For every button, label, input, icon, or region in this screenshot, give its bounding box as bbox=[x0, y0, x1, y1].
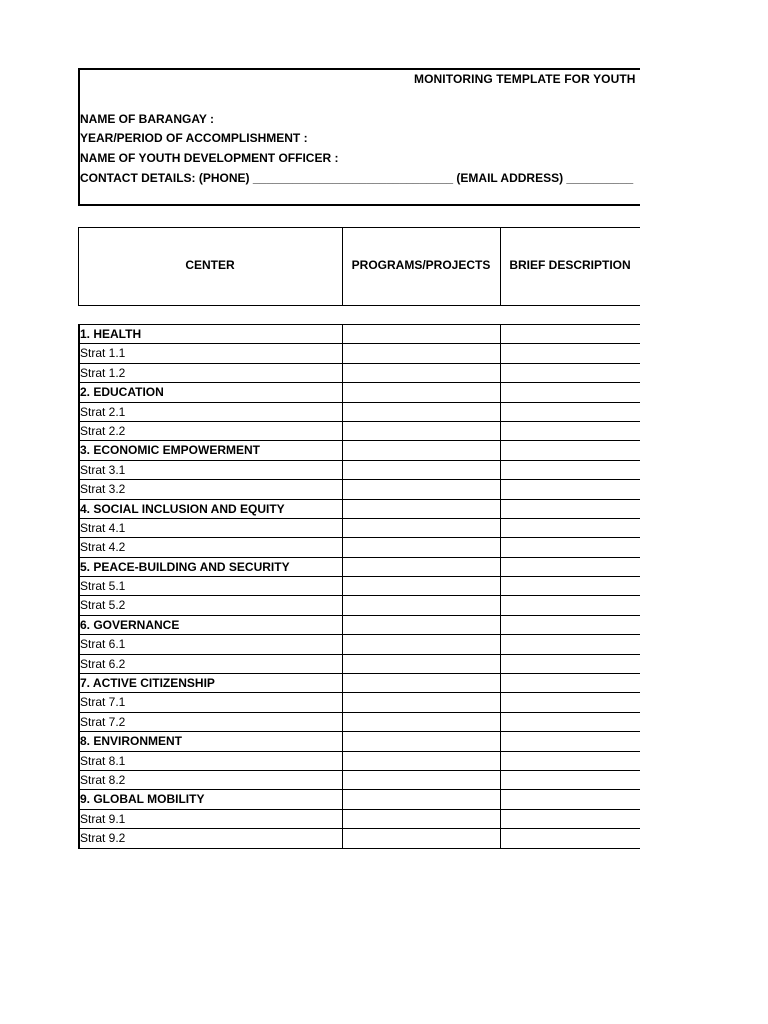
table-row bbox=[78, 558, 640, 577]
officer-label: NAME OF YOUTH DEVELOPMENT OFFICER : bbox=[80, 151, 339, 165]
table-row bbox=[78, 655, 640, 674]
center-heading: 1. HEALTH bbox=[80, 327, 142, 341]
table-row bbox=[78, 713, 640, 732]
table-row bbox=[78, 790, 640, 809]
center-heading: 3. ECONOMIC EMPOWERMENT bbox=[80, 443, 261, 458]
table-row bbox=[78, 829, 640, 848]
strategy-label: Strat 5.1 bbox=[80, 579, 126, 594]
table-row bbox=[78, 752, 640, 771]
strategy-label: Strat 7.1 bbox=[80, 695, 126, 710]
strategy-label: Strat 6.1 bbox=[80, 637, 126, 652]
column-divider bbox=[342, 227, 343, 306]
center-heading: 2. EDUCATION bbox=[80, 385, 164, 400]
column-divider bbox=[500, 324, 501, 849]
spreadsheet-sheet bbox=[78, 0, 640, 1024]
table-row bbox=[78, 344, 640, 363]
center-heading: 9. GLOBAL MOBILITY bbox=[80, 792, 205, 807]
table-row bbox=[78, 325, 640, 344]
table-row bbox=[78, 635, 640, 654]
table-row bbox=[78, 577, 640, 596]
barangay-label: NAME OF BARANGAY : bbox=[80, 112, 215, 126]
center-heading: 7. ACTIVE CITIZENSHIP bbox=[80, 676, 215, 691]
table-row bbox=[78, 732, 640, 751]
table-row bbox=[78, 364, 640, 383]
table-row bbox=[78, 771, 640, 790]
strategy-label: Strat 7.2 bbox=[80, 714, 126, 729]
column-header-center: CENTER bbox=[185, 258, 235, 272]
strategy-label: Strat 8.2 bbox=[80, 772, 126, 787]
strategy-label: Strat 5.2 bbox=[80, 598, 126, 613]
center-table-body bbox=[78, 324, 640, 849]
table-row bbox=[78, 441, 640, 460]
table-row bbox=[78, 461, 640, 480]
center-heading: 4. SOCIAL INCLUSION AND EQUITY bbox=[80, 501, 285, 516]
table-row bbox=[78, 422, 640, 441]
column-header-description: BRIEF DESCRIPTION bbox=[509, 258, 631, 272]
table-row bbox=[78, 403, 640, 422]
table-row bbox=[78, 674, 640, 693]
column-divider bbox=[500, 227, 501, 306]
strategy-label: Strat 1.1 bbox=[80, 346, 126, 361]
table-row bbox=[78, 810, 640, 829]
table-row bbox=[78, 519, 640, 538]
column-divider bbox=[342, 324, 343, 849]
strategy-label: Strat 3.1 bbox=[80, 462, 126, 477]
strategy-label: Strat 6.2 bbox=[80, 656, 126, 671]
table-row bbox=[78, 480, 640, 499]
strategy-label: Strat 9.2 bbox=[80, 831, 126, 846]
strategy-label: Strat 8.1 bbox=[80, 753, 126, 768]
contact-details-label: CONTACT DETAILS: (PHONE) ______________________________ (EMAIL ADDRESS) __________ bbox=[80, 171, 634, 185]
period-label: YEAR/PERIOD OF ACCOMPLISHMENT : bbox=[80, 131, 308, 145]
column-header-programs: PROGRAMS/PROJECTS bbox=[351, 258, 491, 272]
table-left-border bbox=[78, 324, 80, 849]
template-title: MONITORING TEMPLATE FOR YOUTH bbox=[414, 72, 636, 86]
table-row bbox=[78, 383, 640, 402]
strategy-label: Strat 4.1 bbox=[80, 520, 126, 535]
center-heading: 8. ENVIRONMENT bbox=[80, 734, 183, 749]
strategy-label: Strat 2.2 bbox=[80, 423, 126, 438]
strategy-label: Strat 2.1 bbox=[80, 404, 126, 419]
strategy-label: Strat 3.2 bbox=[80, 482, 126, 497]
center-heading: 6. GOVERNANCE bbox=[80, 617, 180, 632]
center-heading: 5. PEACE-BUILDING AND SECURITY bbox=[80, 559, 290, 574]
strategy-label: Strat 1.2 bbox=[80, 365, 126, 380]
strategy-label: Strat 9.1 bbox=[80, 811, 126, 826]
table-row bbox=[78, 538, 640, 557]
table-row bbox=[78, 500, 640, 519]
strategy-label: Strat 4.2 bbox=[80, 540, 126, 555]
table-row bbox=[78, 616, 640, 635]
table-row bbox=[78, 596, 640, 615]
table-row bbox=[78, 693, 640, 712]
